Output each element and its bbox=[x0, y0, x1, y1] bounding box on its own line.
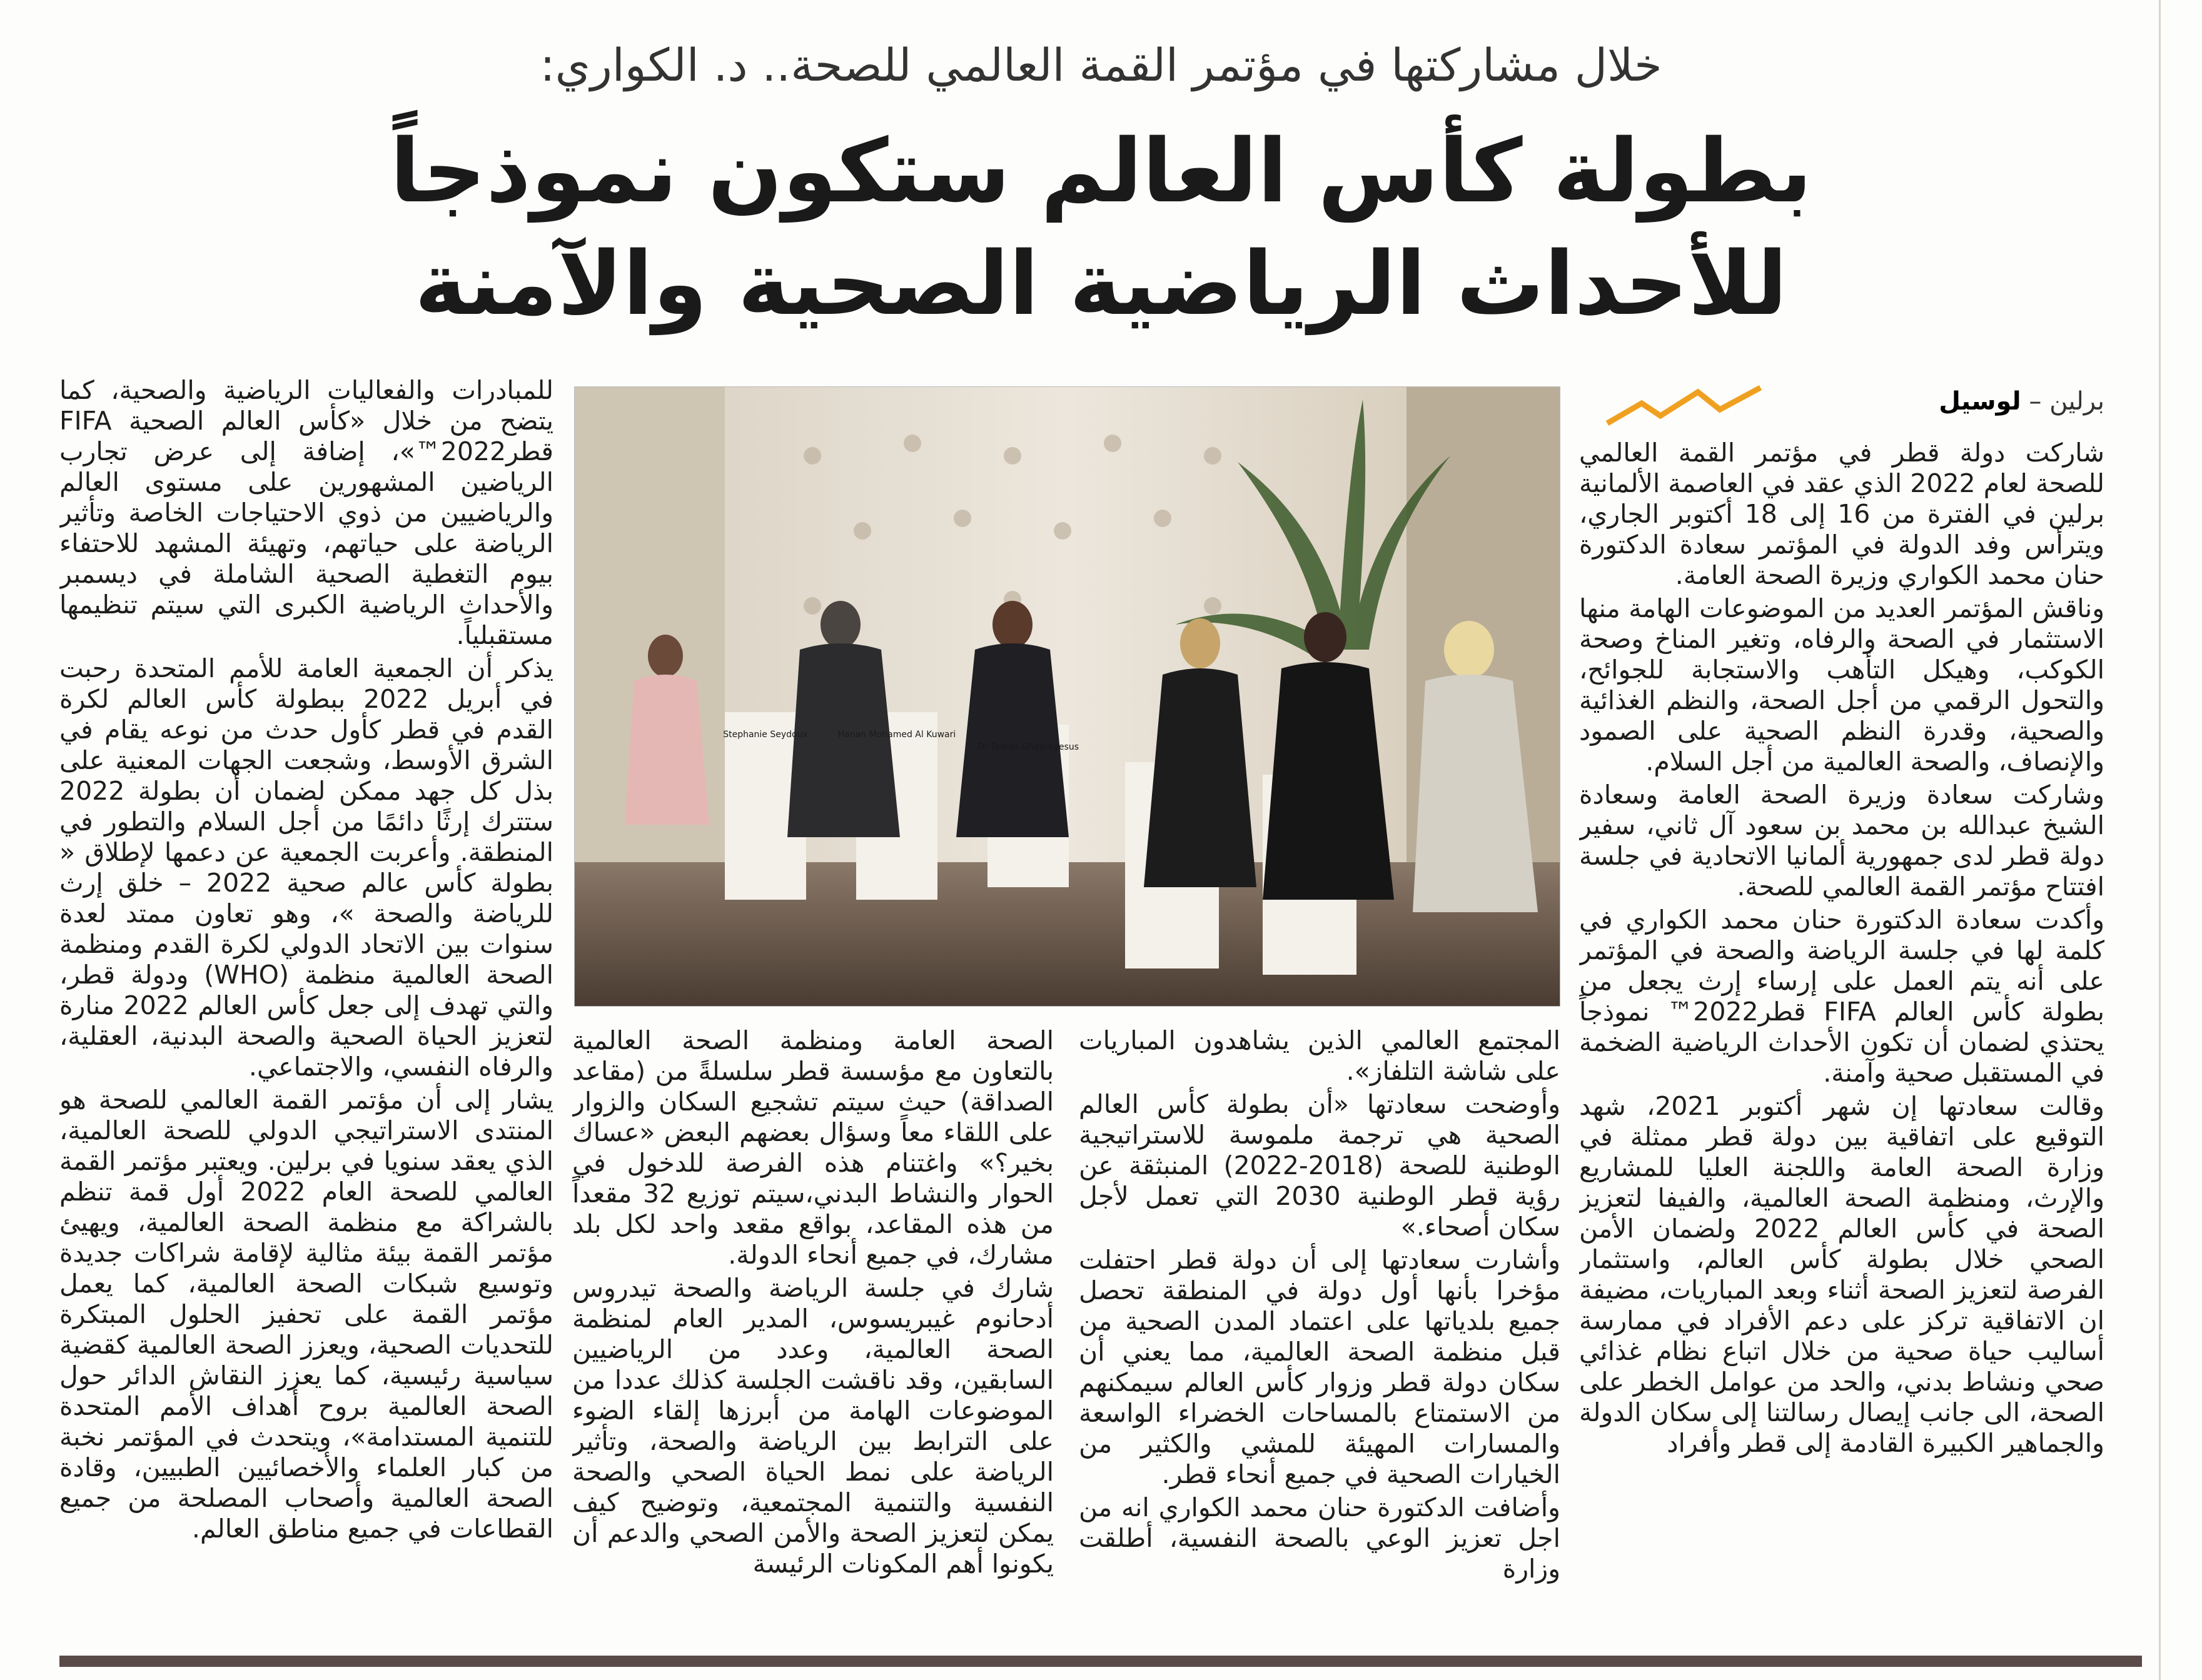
paragraph: وأوضحت سعادتها «أن بطولة كأس العالم الصحية هي ترجمة ملموسة للاستراتيجية الوطنية للصحة (2018-2022) المنبثقة عن رؤية قطر الوطنية 2030 التي تعمل لأجل سكان أصحاء.» bbox=[1079, 1089, 1560, 1242]
placard-1: Stephanie Seydoux bbox=[723, 730, 808, 740]
headline-line-1: بطولة كأس العالم ستكون نموذجاً bbox=[390, 121, 1812, 223]
brand-zigzag-icon bbox=[1604, 385, 1767, 428]
byline-dateline bbox=[1939, 387, 2104, 416]
panel-discussion-photo bbox=[575, 387, 1560, 1006]
article-column-2 bbox=[1079, 1025, 1560, 1626]
paragraph: وأشارت سعادتها إلى أن دولة قطر احتفلت مؤخرا بأنها أول دولة في المنطقة تحصل جميع بلدياتها على اعتماد المدن الصحية من قبل منظمة الصحة العالمية، مما يعني أن سكان دولة قطر وزوار كأس العالم سيمكنهم من الاستمتاع بالمساحات الخضراء الواسعة والمسارات المهيئة للمشي والكثير من الخيارات الصحية في جميع أنحاء قطر. bbox=[1079, 1245, 1560, 1489]
byline bbox=[1579, 385, 2104, 428]
article-column-4 bbox=[59, 375, 553, 1626]
paragraph: وشاركت سعادة وزيرة الصحة العامة وسعادة الشيخ عبدالله بن محمد بن سعود آل ثاني، سفير دولة قطر لدى جمهورية ألمانيا الاتحادية في جلسة افتتاح مؤتمر القمة العالمي للصحة. bbox=[1579, 780, 2104, 902]
paragraph: للمبادرات والفعاليات الرياضية والصحية، كما يتضح من خلال «كأس العالم الصحية FIFA قطر2022™»، إضافة إلى عرض تجارب الرياضين المشهورين على مستوى العالم والرياضيين من ذوي الاحتياجات الخاصة وتأثير الرياضة على حياتهم، وتهيئة المشهد للاحتفاء بيوم التغطية الصحية الشاملة في ديسمبر والأحداث الرياضية الكبرى التي سيتم تنظيمها مستقبلياً. bbox=[59, 375, 553, 650]
placard-2: Hanan Mohamed Al Kuwari bbox=[837, 730, 956, 740]
paragraph: وناقش المؤتمر العديد من الموضوعات الهامة منها الاستثمار في الصحة والرفاه، وتغير المناخ وصحة الكوكب، وهيكل التأهب والاستجابة للجوائح، والتحول الرقمي من أجل الصحة، والنظم الغذائية والصحية، وقدرة النظم الصحية على الصمود والإنصاف، والصحة العالمية من أجل السلام. bbox=[1579, 593, 2104, 777]
paragraph: شاركت دولة قطر في مؤتمر القمة العالمي للصحة لعام 2022 الذي عقد في العاصمة الألمانية برلين في الفترة من 16 إلى 18 أكتوبر الجاري، ويترأس وفد الدولة في المؤتمر سعادة الدكتورة حنان محمد الكواري وزيرة الصحة العامة. bbox=[1579, 438, 2104, 590]
paragraph: وأكدت سعادة الدكتورة حنان محمد الكواري في كلمة لها في جلسة الرياضة والصحة في المؤتمر على أنه يتم العمل على إرساء إرث يجعل من بطولة كأس العالم FIFA قطر2022™ نموذجاً يحتذي لضمان أن تكون الأحداث الرياضية الضخمة في المستقبل صحية وآمنة. bbox=[1579, 905, 2104, 1088]
panel-photo bbox=[574, 386, 1560, 1007]
headline-line-2: للأحداث الرياضية الصحية والآمنة bbox=[414, 233, 1788, 335]
paragraph: وأضافت الدكتورة حنان محمد الكواري انه من اجل تعزيز الوعي بالصحة النفسية، أطلقت وزارة bbox=[1079, 1492, 1560, 1584]
paragraph: يذكر أن الجمعية العامة للأمم المتحدة رحبت في أبريل 2022 ببطولة كأس العالم لكرة القدم في قطر كأول حدث من نوعه يقام في الشرق الأوسط، وشجعت الجهات المعنية على بذل كل جهد ممكن لضمان أن بطولة 2022 ستترك إرثًا دائمًا من أجل السلام والتطور في المنطقة. وأعربت الجمعية عن دعمها لإطلاق « بطولة كأس عالم صحية 2022 – خلق إرث للرياضة والصحة »، وهو تعاون ممتد لعدة سنوات بين الاتحاد الدولي لكرة القدم ومنظمة الصحة العالمية منظمة (WHO) ودولة قطر، والتي تهدف إلى جعل كأس العالم 2022 منارة لتعزيز الحياة الصحية والصحة البدنية، العقلية، والرفاه النفسي، والاجتماعي. bbox=[59, 653, 553, 1082]
paragraph: يشار إلى أن مؤتمر القمة العالمي للصحة هو المنتدى الاستراتيجي الدولي للصحة العالمية، الذي يعقد سنويا في برلين. ويعتبر مؤتمر القمة العالمي للصحة العام 2022 أول قمة تنظم بالشراكة مع منظمة الصحة العالمية، ويهيئ مؤتمر القمة بيئة مثالية لإقامة شراكات جديدة وتوسيع شبكات الصحة العالمية، كما يعمل مؤتمر القمة على تحفيز الحلول المبتكرة للتحديات الصحية، ويعزز الصحة العالمية كقضية سياسية رئيسية، كما يعزز النقاش الدائر حول الصحة العالمية بروح أهداف الأمم المتحدة للتنمية المستدامة»، ويتحدث في المؤتمر نخبة من كبار العلماء والأخصائيين الطبيين، وقادة الصحة العالمية وأصحاب المصلحة من جميع القطاعات في جميع مناطق العالم. bbox=[59, 1085, 553, 1544]
paragraph: وقالت سعادتها إن شهر أكتوبر 2021، شهد التوقيع على اتفاقية بين دولة قطر ممثلة في وزارة الصحة العامة واللجنة العليا للمشاريع والإرث، ومنظمة الصحة العالمية، والفيفا لتعزيز الصحة في كأس العالم 2022 ولضمان الأمن الصحي خلال بطولة كأس العالم، واستثمار الفرصة لتعزيز الصحة أثناء وبعد المباريات، مضيفة ان الاتفاقية تركز على دعم الأفراد في ممارسة أساليب حياة صحية من خلال اتباع نظام غذائي صحي ونشاط بدني، والحد من عوامل الخطر على الصحة، الى جانب إيصال رسالتنا إلى سكان الدولة والجماهير الكبيرة القادمة إلى قطر وأفراد bbox=[1579, 1091, 2104, 1458]
article-kicker: خلال مشاركتها في مؤتمر القمة العالمي للصحة.. د. الكواري: bbox=[540, 39, 1662, 91]
placard-3: Dr Tedros Ghebreyesus bbox=[977, 742, 1079, 752]
article-column-1 bbox=[1579, 438, 2104, 1626]
footer-rule bbox=[59, 1656, 2142, 1667]
article-column-3 bbox=[572, 1025, 1054, 1626]
paragraph: الصحة العامة ومنظمة الصحة العالمية بالتعاون مع مؤسسة قطر سلسلةً من (مقاعد الصداقة) حيث سيتم تشجيع السكان والزوار على اللقاء معاً وسؤال بعضهم البعض «عساك بخير؟» واغتنام هذه الفرصة للدخول في الحوار والنشاط البدني،سيتم توزيع 32 مقعداً من هذه المقاعد، بواقع مقعد واحد لكل بلد مشارك، في جميع أنحاء الدولة. bbox=[572, 1025, 1054, 1270]
byline-brand: لوسيل bbox=[1939, 387, 2021, 416]
paragraph: شارك في جلسة الرياضة والصحة تيدروس أدحانوم غيبريسوس، المدير العام لمنظمة الصحة العالمية، وعدد من الرياضيين السابقين، وقد ناقشت الجلسة كذلك عددا من الموضوعات الهامة من أبرزها إلقاء الضوء على الترابط بين الرياضة والصحة، وتأثير الرياضة على نمط الحياة الصحي والصحة النفسية والتنمية المجتمعية، وتوضيح كيف يمكن لتعزيز الصحة والأمن الصحي والدعم أن يكونوا أهم المكونات الرئيسة bbox=[572, 1273, 1054, 1579]
byline-city: برلين – bbox=[2029, 387, 2104, 416]
paragraph: المجتمع العالمي الذين يشاهدون المباريات على شاشة التلفاز». bbox=[1079, 1025, 1560, 1086]
